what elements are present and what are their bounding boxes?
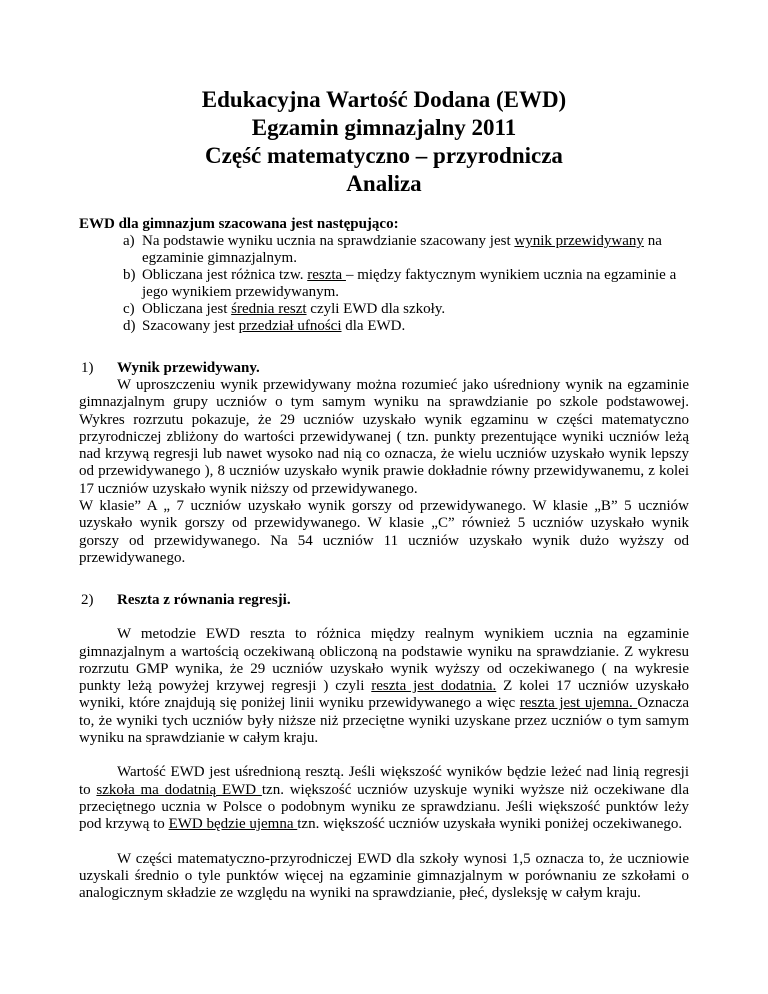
section-marker: 1) [81, 360, 94, 376]
section-heading: 1) Wynik przewidywany. [81, 360, 260, 376]
intro-list [79, 233, 689, 335]
document-page [79, 86, 689, 902]
title-line-2: Egzamin gimnazjalny 2011 [251, 115, 517, 140]
paragraph: W części matematyczno-przyrodniczej EWD dla szkoły wynosi 1,5 oznacza to, że uczniowie uzyskali średnio o tyle punktów więcej na egzaminie gimnazjalnym w porównaniu ze szkołami o analogicznym składzie ze względu na wyniki na sprawdzianie, płeć, dysleksję w całym kraju. [79, 850, 689, 902]
title-line-4: Analiza [346, 171, 422, 196]
underlined-term: średnia reszt [231, 301, 307, 317]
underlined-term: EWD będzie ujemna [168, 816, 298, 833]
document-title [79, 86, 689, 198]
section-marker: 2) [81, 592, 94, 609]
title-line-3: Część matematyczno – przyrodnicza [205, 143, 563, 168]
title-line-1: Edukacyjna Wartość Dodana (EWD) [201, 87, 567, 112]
underlined-term: przedział ufności [238, 318, 342, 334]
list-item: a) Na podstawie wyniku ucznia na sprawdzianie szacowany jest wynik przewidywany na egzaminie gimnazjalnym. [123, 233, 662, 266]
section-heading: 2) Reszta z równania regresji. [81, 592, 291, 609]
underlined-term: wynik przewidywany [514, 233, 644, 249]
list-item: c) Obliczana jest średnia reszt czyli EWD dla szkoły. [123, 301, 446, 317]
underlined-term: reszta jest dodatnia. [371, 678, 497, 695]
list-item: b) Obliczana jest różnica tzw. reszta – między faktycznym wynikiem ucznia na egzaminie a jego wynikiem przewidywanym. [123, 267, 677, 300]
section-reszta [79, 592, 689, 902]
paragraph: W uproszczeniu wynik przewidywany można rozumieć jako uśredniony wynik na egzaminie gimnazjalnym grupy uczniów o tym samym wyniku na sprawdzianie po szkole podstawowej. Wykres rozrzutu pokazuje, że 29 uczniów uzyskało wynik egzaminu w części matematyczno przyrodniczej zbliżony do wartości przewidywanej ( tzn. punkty prezentujące wyniki uczniów leżą nad krzywą regresji lub nawet wysoko nad nią co oznacza, że wielu uczniów uzyskało wynik lepszy od przewidywanego ), 8 uczniów uzyskało wynik prawie dokładnie równy przewidywanemu, z kolei 17 uczniów uzyskało wynik niższy od przewidywanego. [79, 377, 689, 497]
underlined-term: reszta jest ujemna. [519, 695, 638, 712]
intro-heading: EWD dla gimnazjum szacowana jest następująco: [79, 216, 399, 232]
underlined-term: szkoła ma dodatnią EWD [96, 781, 262, 798]
paragraph: Wartość EWD jest uśrednioną resztą. Jeśli większość wyników będzie leżeć nad linią regresji to szkoła ma dodatnią EWD tzn. większość uczniów uzyskuje wyniki wyższe niż oczekiwane dla przeciętnego ucznia w Polsce o podobnym wyniku ze sprawdzianu. Jeśli większość punktów leży pod krzywą to EWD będzie ujemna tzn. większość uczniów uzyskała wyniki poniżej oczekiwanego. [79, 764, 690, 833]
section-wynik-przewidywany [79, 360, 689, 567]
list-marker: a) [123, 233, 135, 249]
list-marker: d) [123, 318, 136, 334]
paragraph: W klasie” A „ 7 uczniów uzyskało wynik gorszy od przewidywanego. W klasie „B” 5 uczniów uzyskało wynik gorszy od przewidywanego. W klasie „C” również 5 uczniów uzyskało wynik gorszy od przewidywanego. Na 54 uczniów 11 uczniów uzyskało wynik dużo wyższy od przewidywanego. [79, 498, 689, 566]
list-marker: b) [123, 267, 136, 283]
underlined-term: reszta [307, 267, 346, 283]
list-item: d) Szacowany jest przedział ufności dla EWD. [123, 318, 406, 334]
list-marker: c) [123, 301, 135, 317]
paragraph: W metodzie EWD reszta to różnica między realnym wynikiem ucznia na egzaminie gimnazjalnym a wartością oczekiwaną obliczoną na podstawie wyniku na sprawdzianie. Z wykresu rozrzutu GMP wynika, że 29 uczniów uzyskało wynik wyższy od oczekiwanego ( na wykresie punkty leżą powyżej krzywej regresji ) czyli reszta jest dodatnia. Z kolei 17 uczniów uzyskało wyniki, które znajdują się poniżej linii wyniku przewidywanego a więc reszta jest ujemna. Oznacza to, że wyniki tych uczniów były niższe niż przeciętne wyniki uzyskane przez uczniów o tym samym wyniku na sprawdzianie w całym kraju. [79, 626, 689, 747]
